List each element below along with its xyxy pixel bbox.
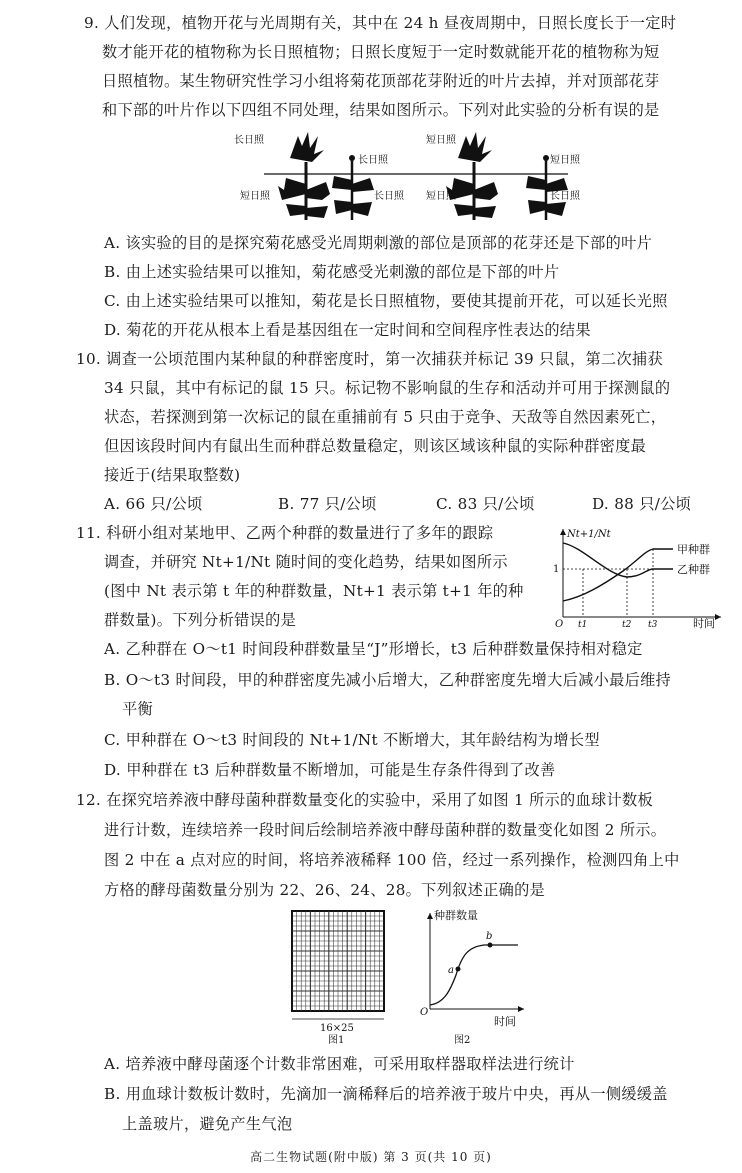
q9-label-3: 短日照 <box>240 191 270 202</box>
q11-option-d: D. 甲种群在 t3 后种群数量不断增加，可能是生存条件得到了改善 <box>104 761 556 779</box>
q11-ratio-chart <box>553 525 729 629</box>
q11-xtick-t1: t1 <box>578 620 588 629</box>
q9-option-d: D. 菊花的开花从根本上看是基因组在一定时间和空间程序性表达的结果 <box>104 321 591 339</box>
q12-xlabel: 时间 <box>494 1015 516 1028</box>
q9-label-8: 长日照 <box>550 191 580 202</box>
q11-xtick-t3: t3 <box>648 620 658 629</box>
q12-line-4: 方格的酵母菌数量分别为 22、26、24、28。下列叙述正确的是 <box>104 881 546 899</box>
q9-line-4: 和下部的叶片作以下四组不同处理，结果如图所示。下列对此实验的分析有误的是 <box>102 101 660 119</box>
q11-option-a: A. 乙种群在 O～t1 时间段种群数量呈“J”形增长，t3 后种群数量保持相对稳定 <box>104 640 643 658</box>
q11-line-2: 调查，并研究 Nt+1/Nt 随时间的变化趋势，结果如图所示 <box>104 553 508 571</box>
q9-label-6: 短日照 <box>550 155 580 166</box>
q11-series-yi: 乙种群 <box>677 563 710 576</box>
q9-label-4: 长日照 <box>374 191 404 202</box>
q11-series-jia: 甲种群 <box>677 543 710 556</box>
q12-hemocytometer-figure <box>286 905 396 1045</box>
q12-option-a: A. 培养液中酵母菌逐个计数非常困难，可采用取样器取样法进行统计 <box>104 1055 575 1073</box>
q12-ylabel: 种群数量 <box>434 909 478 922</box>
q9-line-1: 9. 人们发现，植物开花与光周期有关，其中在 24 h 昼夜周期中，日照长度长于一定时 <box>84 14 677 32</box>
q10-option-a: A. 66 只/公顷 <box>104 495 203 513</box>
q11-option-b: B. O～t3 时间段，甲的种群密度先减小后增大，乙种群密度先增大后减小最后维持 <box>104 671 672 689</box>
series-yi-line <box>563 543 673 577</box>
plant-1 <box>278 132 330 220</box>
q11-line-4: 群数量)。下列分析错误的是 <box>104 611 297 629</box>
q11-line-3: (图中 Nt 表示第 t 年的种群数量，Nt+1 表示第 t+1 年的种 <box>104 582 524 600</box>
q12-point-b: b <box>486 931 493 942</box>
q12-growth-curve-figure <box>418 905 528 1045</box>
q9-label-7: 短日照 <box>426 191 456 202</box>
q11-option-c: C. 甲种群在 O～t3 时间段的 Nt+1/Nt 不断增大，其年龄结构为增长型 <box>104 731 600 749</box>
q11-ytick: 1 <box>553 564 560 575</box>
q11-ylabel: Nt+1/Nt <box>567 529 611 540</box>
q10-line-1: 10. 调查一公顷范围内某种鼠的种群密度时，第一次捕获并标记 39 只鼠，第二次捕获 <box>76 350 663 368</box>
q12-line-2: 进行计数，连续培养一段时间后绘制培养液中酵母菌种群的数量变化如图 2 所示。 <box>104 821 667 839</box>
q12-line-3: 图 2 中在 a 点对应的时间，将培养液稀释 100 倍，经过一系列操作，检测四角上中 <box>104 851 680 869</box>
q10-option-c: C. 83 只/公顷 <box>436 495 535 513</box>
q11-option-b-cont: 平衡 <box>122 700 153 718</box>
q9-label-1: 长日照 <box>234 135 264 146</box>
q10-line-3: 状态，若探测到第一次标记的鼠在重捕前有 5 只由于竞争、天敌等自然因素死亡， <box>104 408 667 426</box>
point-a <box>456 967 461 972</box>
q10-line-5: 接近于(结果取整数) <box>104 466 241 484</box>
q10-option-d: D. 88 只/公顷 <box>592 495 692 513</box>
q9-line-2: 数才能开花的植物称为长日照植物；日照长度短于一定时数就能开花的植物称为短 <box>102 43 660 61</box>
q12-figure2-caption: 图2 <box>454 1035 471 1045</box>
q10-line-4: 但因该段时间内有鼠出生而种群总数量稳定，则该区域该种鼠的实际种群密度最 <box>104 437 647 455</box>
q12-scale-label: 16×25 <box>320 1023 354 1034</box>
q11-line-1: 11. 科研小组对某地甲、乙两个种群的数量进行了多年的跟踪 <box>76 524 494 542</box>
q11-xtick-t2: t2 <box>622 620 632 629</box>
q11-origin: O <box>555 619 564 629</box>
q9-label-5: 短日照 <box>426 135 456 146</box>
q12-origin: O <box>420 1007 429 1018</box>
q12-line-1: 12. 在探究培养液中酵母菌种群数量变化的实验中，采用了如图 1 所示的血球计数板 <box>76 791 653 809</box>
q9-chrysanthemum-figure <box>228 128 588 224</box>
q9-label-2: 长日照 <box>358 155 388 166</box>
point-b <box>488 943 493 948</box>
q9-line-3: 日照植物。某生物研究性学习小组将菊花顶部花芽附近的叶片去掉，并对顶部花芽 <box>102 72 660 90</box>
q11-xlabel: 时间 <box>693 617 715 629</box>
q12-option-b: B. 用血球计数板计数时，先滴加一滴稀释后的培养液于玻片中央，再从一侧缓缓盖 <box>104 1085 668 1103</box>
growth-curve <box>430 945 518 1005</box>
q10-option-b: B. 77 只/公顷 <box>278 495 377 513</box>
q9-option-a: A. 该实验的目的是探究菊花感受光周期刺激的部位是顶部的花芽还是下部的叶片 <box>104 234 653 252</box>
q12-option-b-cont: 上盖玻片，避免产生气泡 <box>122 1115 293 1133</box>
q9-option-b: B. 由上述实验结果可以推知，菊花感受光刺激的部位是下部的叶片 <box>104 263 560 281</box>
q10-line-2: 34 只鼠，其中有标记的鼠 15 只。标记物不影响鼠的生存和活动并可用于探测鼠的 <box>104 379 671 397</box>
q12-figure1-caption: 图1 <box>328 1035 345 1045</box>
q12-point-a: a <box>448 965 454 976</box>
q9-option-c: C. 由上述实验结果可以推知，菊花是长日照植物，要使其提前开花，可以延长光照 <box>104 292 668 310</box>
page-footer: 高二生物试题(附中版) 第 3 页(共 10 页) <box>250 1150 492 1164</box>
